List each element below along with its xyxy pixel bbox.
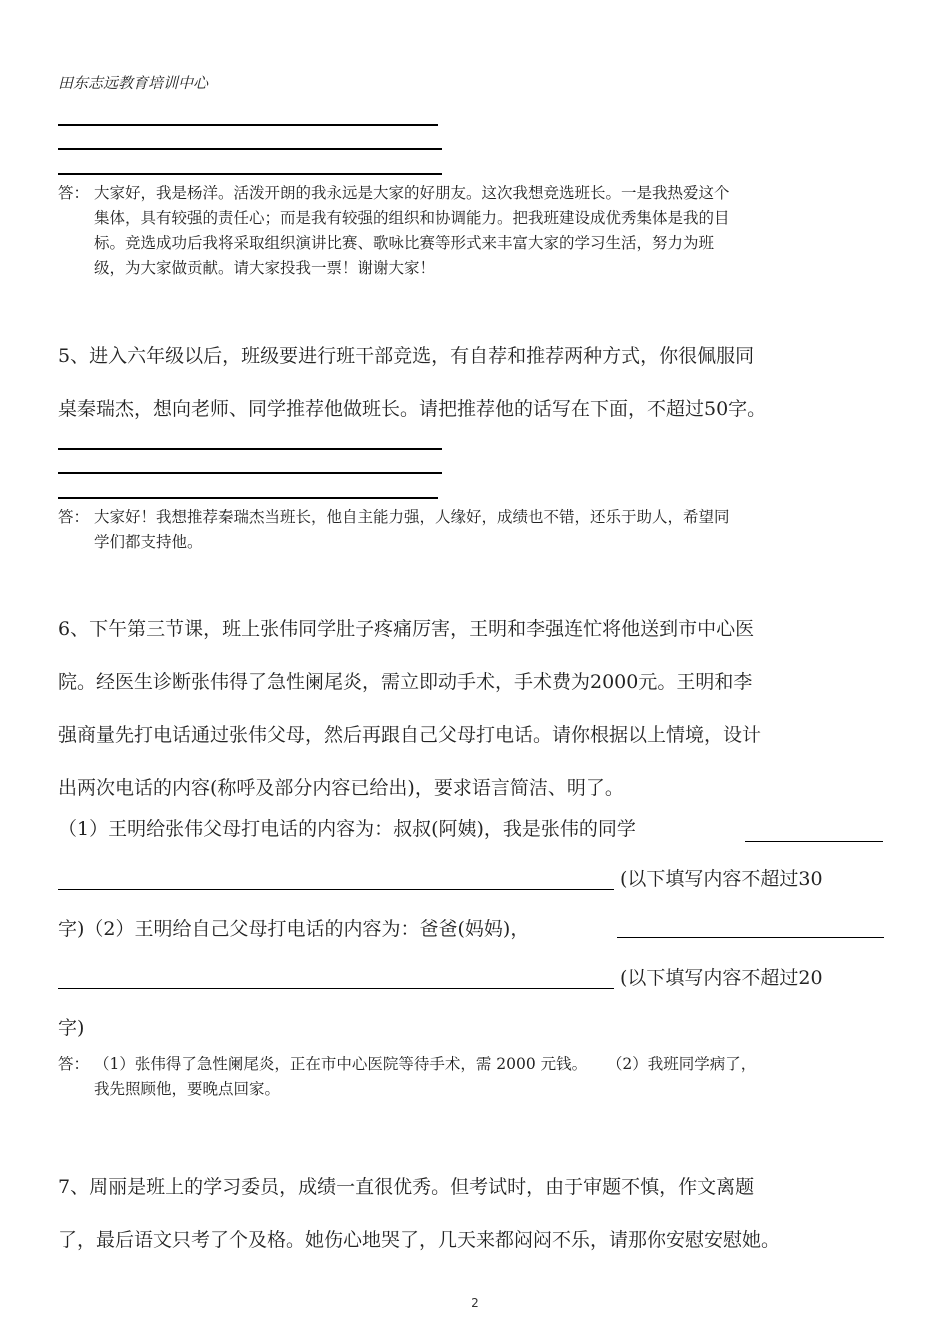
answer-text-line: 学们都支持他。 [94, 533, 203, 551]
answer-label: 答： [58, 1055, 90, 1073]
answer-5 [58, 505, 898, 555]
question-6-part-1: （1）王明给张伟父母打电话的内容为：叔叔(阿姨)，我是张伟的同学 [58, 818, 636, 840]
header-org-name: 田东志远教育培训中心 [58, 74, 209, 92]
answer-text-line: 标。竞选成功后我将采取组织演讲比赛、歌咏比赛等形式来丰富大家的学习生活，努力为班 [94, 234, 715, 252]
question-6-limit-2: (以下填写内容不超过20 [620, 967, 823, 989]
question-text-line: 6、下午第三节课，班上张伟同学肚子疼痛厉害，王明和李强连忙将他送到市中心医 [58, 618, 755, 640]
answer-6 [58, 1052, 898, 1102]
answer-line [58, 148, 442, 150]
answer-text-line: 大家好，我是杨洋。活泼开朗的我永远是大家的好朋友。这次我想竞选班长。一是我热爱这个 [94, 184, 730, 202]
answer-4 [58, 181, 898, 281]
answer-line [58, 124, 438, 126]
answer-text-line: 我先照顾他，要晚点回家。 [94, 1080, 281, 1098]
answer-label: 答： [58, 184, 90, 202]
answer-line [58, 497, 438, 499]
question-text-line: 院。经医生诊断张伟得了急性阑尾炎，需立即动手术，手术费为2000元。王明和李 [58, 671, 753, 693]
answer-text-line: 大家好！我想推荐秦瑞杰当班长，他自主能力强，人缘好，成绩也不错，还乐于助人，希望同 [94, 508, 730, 526]
question-text-line: 出两次电话的内容(称呼及部分内容已给出)，要求语言简洁、明了。 [58, 777, 624, 799]
question-text-line: 5、进入六年级以后，班级要进行班干部竞选，有自荐和推荐两种方式，你很佩服同 [58, 345, 755, 367]
question-text-line: 7、周丽是班上的学习委员，成绩一直很优秀。但考试时，由于审题不慎，作文离题 [58, 1176, 755, 1198]
question-text-line: 了，最后语文只考了个及格。她伤心地哭了，几天来都闷闷不乐，请那你安慰安慰她。 [58, 1229, 781, 1251]
answer-text-line: 集体，具有较强的责任心；而是我有较强的组织和协调能力。把我班建设成优秀集体是我的目 [94, 209, 730, 227]
question-text-line: 桌秦瑞杰，想向老师、同学推荐他做班长。请把推荐他的话写在下面，不超过50字。 [58, 398, 767, 420]
answer-line [58, 448, 442, 450]
question-6-limit-1: (以下填写内容不超过30 [620, 868, 823, 890]
answer-line [58, 472, 442, 474]
question-6-part-2: 字)（2）王明给自己父母打电话的内容为：爸爸(妈妈)， [58, 918, 530, 940]
fill-in-blank[interactable] [617, 937, 884, 938]
fill-in-blank[interactable] [58, 988, 614, 989]
page-number: 2 [471, 1296, 479, 1310]
question-5 [58, 330, 896, 436]
question-7 [58, 1161, 896, 1267]
answer-text-line: （1）张伟得了急性阑尾炎，正在市中心医院等待手术，需 2000 元钱。 （2）我班同学病了， [94, 1055, 757, 1073]
fill-in-blank[interactable] [58, 889, 614, 890]
fill-in-blank[interactable] [745, 841, 883, 842]
answer-label: 答： [58, 508, 90, 526]
answer-line [58, 173, 442, 175]
question-text-line: 强商量先打电话通过张伟父母，然后再跟自己父母打电话。请你根据以上情境，设计 [58, 724, 762, 746]
question-6-tail: 字) [58, 1017, 85, 1039]
question-6 [58, 603, 896, 815]
answer-text-line: 级，为大家做贡献。请大家投我一票！谢谢大家！ [94, 259, 436, 277]
